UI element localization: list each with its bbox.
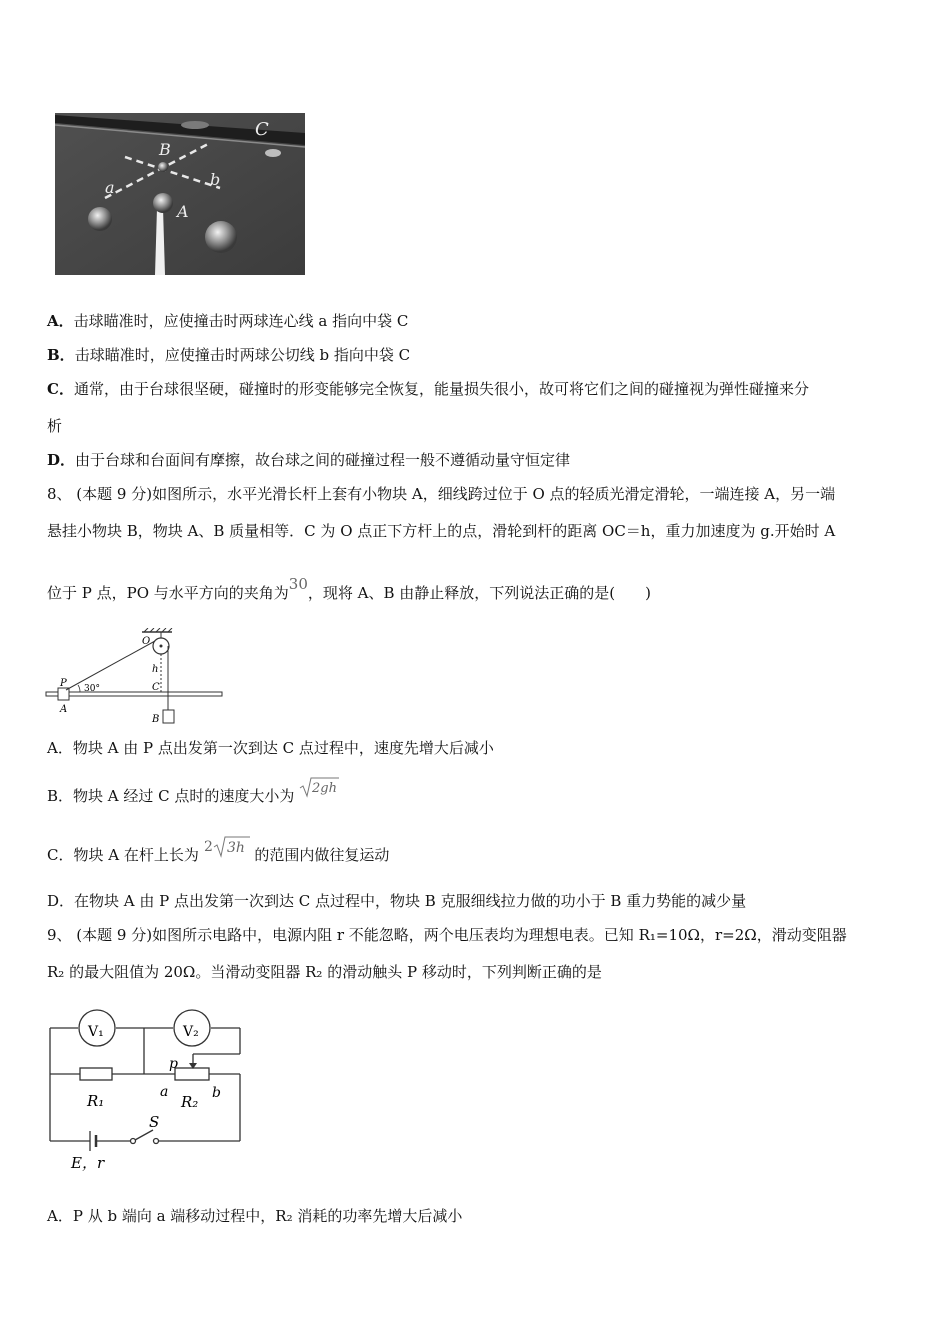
q8-stem-line1: 8、 (本题 9 分)如图所示，水平光滑长杆上套有小物块 A，细线跨过位于 O 点的轻质光滑定滑轮，一端连接 A，另一端 xyxy=(47,485,836,503)
fig-label-a: A xyxy=(60,704,68,715)
label-v1: V₁ xyxy=(88,1024,104,1040)
svg-text:3h: 3h xyxy=(226,840,245,856)
sqrt-2gh-math xyxy=(299,777,339,795)
fig-label-angle: 30° xyxy=(84,684,100,694)
fig-label-o: O xyxy=(142,636,151,647)
q8-option-b: B．物块 A 经过 C 点时的速度大小为 2gh xyxy=(47,786,339,808)
label-a: a xyxy=(160,1084,169,1100)
svg-text:2: 2 xyxy=(203,839,213,855)
q7-option-a: A．击球瞄准时，应使撞击时两球连心线 a 指向中袋 C xyxy=(47,312,409,330)
q8-pulley-figure xyxy=(44,628,224,728)
q8-stem-line2: 悬挂小物块 B，物块 A、B 质量相等．C 为 O 点正下方杆上的点，滑轮到杆的距离 OC＝h，重力加速度为 g.开始时 A xyxy=(47,522,836,540)
label-v2: V₂ xyxy=(183,1024,199,1040)
fig-label-c: C xyxy=(152,682,160,693)
q8-option-c: C．物块 A 在杆上长为 2 3h 的范围内做往复运动 xyxy=(47,844,389,868)
label-b-point: B xyxy=(159,140,171,159)
billiards-photo xyxy=(55,113,305,275)
label-r1: R₁ xyxy=(87,1092,105,1110)
label-a-line: a xyxy=(105,178,115,197)
q7-option-b: B．击球瞄准时，应使撞击时两球公切线 b 指向中袋 C xyxy=(47,346,411,364)
2sqrt3h-math xyxy=(204,836,255,854)
fig-label-b: B xyxy=(152,714,160,725)
label-c: C xyxy=(255,119,269,140)
label-s: S xyxy=(149,1113,160,1131)
q9-stem-line2: R₂ 的最大阻值为 20Ω。当滑动变阻器 R₂ 的滑动触头 P 移动时，下列判断正确的是 xyxy=(47,963,602,981)
fig-label-h: h xyxy=(152,664,159,675)
q9-option-a: A．P 从 b 端向 a 端移动过程中，R₂ 消耗的功率先增大后减小 xyxy=(47,1207,463,1225)
q8-option-a: A．物块 A 由 P 点出发第一次到达 C 点过程中，速度先增大后减小 xyxy=(47,739,494,757)
svg-text:2gh: 2gh xyxy=(312,781,338,796)
q7-option-c: C．通常，由于台球很坚硬，碰撞时的形变能够完全恢复，能量损失很小，故可将它们之间的碰撞视为弹性碰撞来分 xyxy=(47,380,809,398)
q8-stem-line3: 位于 P 点，PO 与水平方向的夹角为30，现将 A、B 由静止释放，下列说法正确的是( ) xyxy=(47,575,651,602)
q8-option-d: D．在物块 A 由 P 点出发第一次到达 C 点过程中，物块 B 克服细线拉力做的功小于 B 重力势能的减少量 xyxy=(47,892,747,910)
q9-circuit-figure xyxy=(45,1008,250,1173)
fig-label-p: P xyxy=(60,678,67,689)
angle-math: 30 xyxy=(288,575,308,593)
q7-option-c-cont: 析 xyxy=(47,417,63,435)
label-r2: R₂ xyxy=(181,1093,199,1111)
q7-option-d: D．由于台球和台面间有摩擦，故台球之间的碰撞过程一般不遵循动量守恒定律 xyxy=(47,451,571,469)
label-b: b xyxy=(212,1085,221,1101)
label-a-ball: A xyxy=(177,202,189,221)
q9-stem-line1: 9、 (本题 9 分)如图所示电路中，电源内阻 r 不能忽略，两个电压表均为理想电表。已知 R₁=10Ω，r=2Ω，滑动变阻器 xyxy=(47,926,847,944)
label-p: p xyxy=(169,1056,178,1072)
label-er: E，r xyxy=(71,1154,105,1172)
label-b-line: b xyxy=(210,170,221,189)
